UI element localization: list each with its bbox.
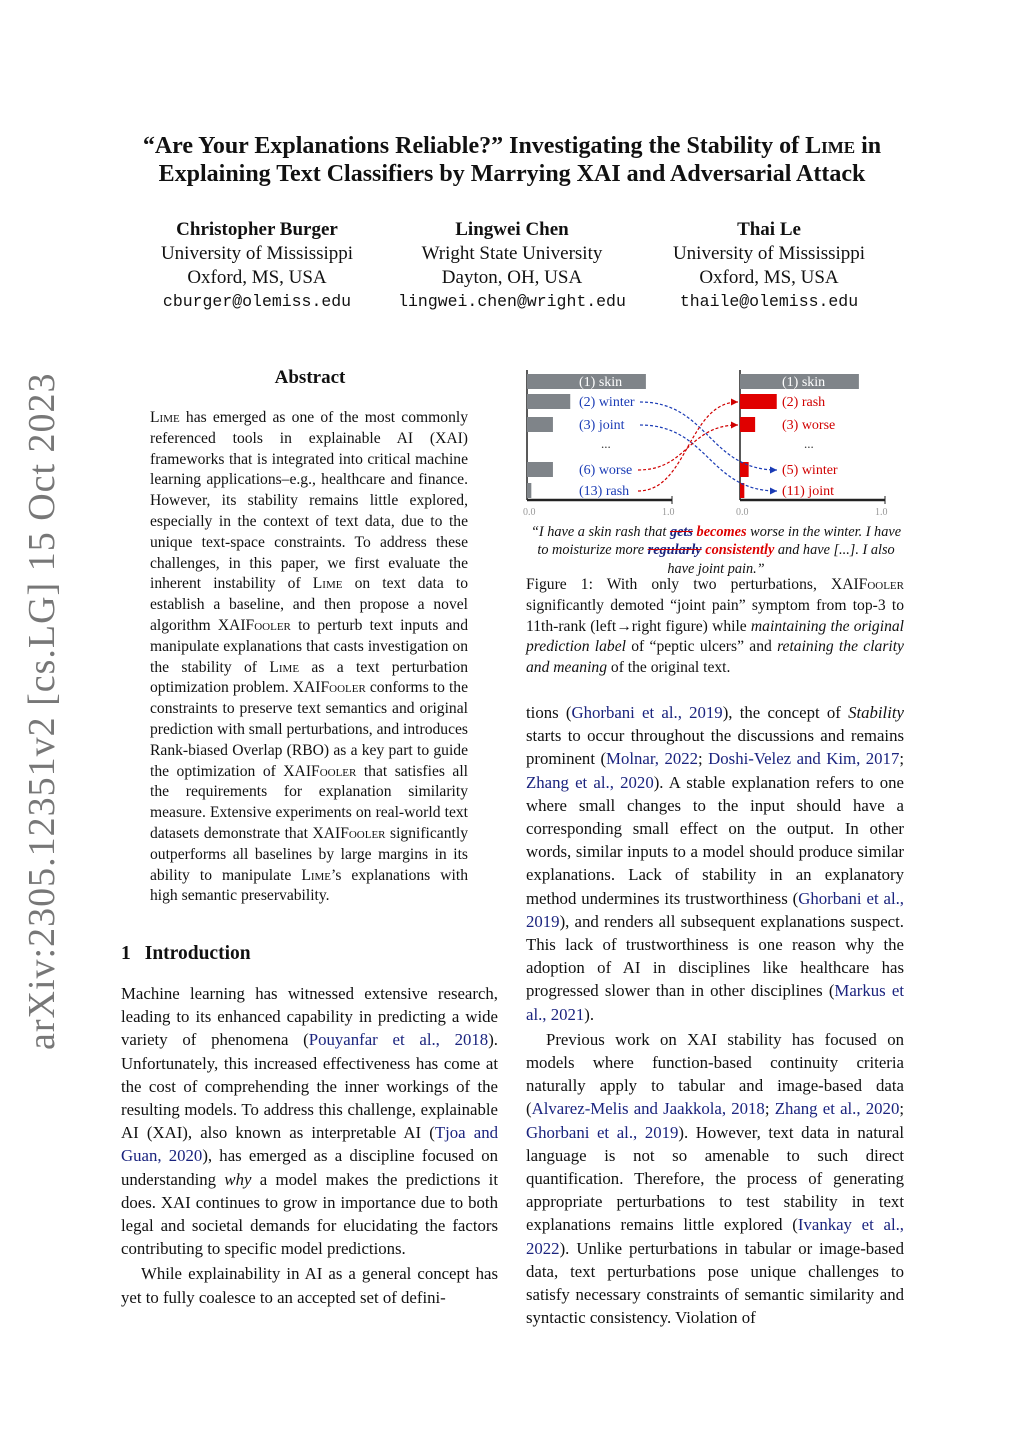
author-block [367,218,657,314]
rank-change-arrow [638,425,738,470]
bar-label: (6) worse [579,463,633,478]
citation-link[interactable]: Molnar, 2022 [606,749,699,769]
author-email[interactable]: thaile@olemiss.edu [679,292,859,311]
abstract-heading: Abstract [274,367,346,388]
bar [740,394,777,409]
author-location: Oxford, MS, USA [699,267,839,288]
bar [740,483,744,498]
author-location: Dayton, OH, USA [441,267,583,288]
author-block [132,218,382,314]
citation-link[interactable]: Tjoa and Guan, 2020 [121,1123,498,1166]
paragraph: tions (Ghorbani et al., 2019), the concept of Stability starts to occur throughout the discussions and remains prominent (Molnar, 2022; Doshi-Velez and Kim, 2017; Zhang et al., 2020). A stable explanation refers to one where small changes to the input should have a corresponding small effect on the output. In other words, similar inputs to a model should produce similar explanations. Lack of stability in an explanatory method undermines its trustworthiness (Ghorbani et al., 2019), and renders all subsequent explanations suspect. This lack of trustworthiness is one reason why the adoption of AI in disciplines like healthcare has progressed slower than in other disciplines (Markus et al., 2021). [526,703,905,1024]
bar-label: (2) rash [782,395,826,410]
author-name: Lingwei Chen [455,219,569,240]
ellipsis: ... [804,436,814,451]
axis-tick-label: 1.0 [875,507,888,518]
figure-caption: Figure 1: With only two perturbations, XAIFooler significantly demoted “joint pain” symptom from top-3 to 11th-rank (left→right figure) while maintaining the original prediction label of “peptic ulcers” and retaining the clarity and meaning of the original text. [526,576,904,677]
author-name: Thai Le [737,219,801,240]
intro-left-column [121,982,498,1309]
author-location: Oxford, MS, USA [187,267,327,288]
bar [527,462,553,477]
paper-title [60,132,964,188]
axis-tick-label: 0.0 [523,507,536,518]
author-name: Christopher Burger [176,219,338,240]
citation-link[interactable]: Ghorbani et al., 2019 [526,888,905,931]
author-affiliation: University of Mississippi [672,243,866,264]
citation-link[interactable]: Zhang et al., 2020 [774,1099,900,1119]
bar [527,417,553,432]
citation-link[interactable]: Alvarez-Melis and Jaakkola, 2018 [531,1099,765,1119]
title-line-1: “Are Your Explanations Reliable?” Investigating the Stability of Lime in [142,133,882,159]
section-heading-introduction: 1 Introduction [121,943,251,964]
author-email[interactable]: lingwei.chen@wright.edu [398,292,626,311]
bar [740,417,755,432]
author-affiliation: University of Mississippi [160,243,354,264]
bar [527,394,570,409]
author-email[interactable]: cburger@olemiss.edu [162,292,352,311]
bar-label: (3) joint [579,418,625,433]
axis-tick-label: 1.0 [662,507,675,518]
removed-word: regularly [647,542,702,559]
paragraph: Previous work on XAI stability has focused on models where function-based continuity criteria naturally apply to tabular and image-based data (Alvarez-Melis and Jaakkola, 2018; Zhang et al., 2020; Ghorbani et al., 2019). However, text data in natural language is not so amenable to such direct quantification. Therefore, the process of generating appropriate perturbations to test stability in text explanations remains little explored (Ivankay et al., 2022). Unlike perturbations in tabular or image-based data, text perturbations pose unique challenges to satisfy necessary constraints of semantic similarity and syntactic consistency. Violation of [526,1029,905,1328]
bar-label: (3) worse [782,418,836,433]
citation-link[interactable]: Ghorbani et al., 2019 [526,1122,679,1142]
axis-tick-label: 0.0 [736,507,749,518]
removed-word: gets [669,524,693,540]
bar-label: (11) joint [782,484,834,499]
citation-link[interactable]: Pouyanfar et al., 2018 [308,1030,489,1050]
figure-1-chart [522,368,906,520]
bar-label: (5) winter [782,463,838,478]
inserted-word: consistently [705,542,775,559]
arxiv-identifier: arXiv:2305.12351v2 [cs.LG] 15 Oct 2023 [21,372,63,1050]
bar-label: (13) rash [579,484,630,499]
ellipsis: ... [601,436,611,451]
inserted-word: becomes [696,524,747,540]
author-affiliation: Wright State University [421,243,603,264]
citation-link[interactable]: Ivankay et al., 2022 [526,1215,904,1258]
citation-link[interactable]: Ghorbani et al., 2019 [571,703,723,722]
bar [527,483,531,498]
title-line-2: Explaining Text Classifiers by Marrying XAI and Adversarial Attack [158,161,866,187]
bar-label: (1) skin [782,375,826,390]
citation-link[interactable]: Markus et al., 2021 [526,981,904,1024]
rank-change-arrow [638,402,738,491]
intro-right-column [526,701,904,1329]
figure-example-quote: “I have a skin rash that gets becomes worse in the winter. I have to moisturize more regularly consistently and have [...]. I also have joint pain.” [530,524,902,577]
bar-label: (2) winter [579,395,635,410]
abstract-body: Lime has emerged as one of the most commonly referenced tools in explainable AI (XAI) frameworks that is integrated into critical machine learning applications–e.g., healthcare and finance. However, its stability remains little explored, especially in the context of text data, due to the unique text-space constraints. To address these challenges, in this paper, we first evaluate the inherent instability of Lime on text data to establish a baseline, and then propose a novel algorithm XAIFooler to perturb text inputs and manipulate explanations that casts investigation on the stability of Lime as a text perturbation optimization problem. XAIFooler conforms to the constraints to preserve text semantics and original prediction with small perturbations, and introduces Rank-biased Overlap (RBO) as a key part to guide the optimization of XAIFooler that satisfies all the requirements for explanation similarity measure. Extensive experiments on real-world text datasets demonstrate that XAIFooler significantly outperforms all baselines by large margins in its ability to manipulate Lime’s explanations with high semantic preservability. [150,409,469,905]
rank-change-arrow [640,402,777,470]
author-block [644,218,894,314]
rank-change-arrow [640,425,777,491]
citation-link[interactable]: Doshi-Velez and Kim, 2017 [708,749,900,769]
paragraph: While explainability in AI as a general concept has yet to fully coalesce to an accepted set of defini- [121,1264,498,1307]
bar-label: (1) skin [579,375,623,390]
paragraph: Machine learning has witnessed extensive research, leading to its enhanced capability in predicting a wide variety of phenomena (Pouyanfar et al., 2018). Unfortunately, this increased effectiveness has come at the cost of comprehending the inner workings of the resulting models. To address this challenge, explainable AI (XAI), also known as interpretable AI (Tjoa and Guan, 2020), has emerged as a discipline focused on understanding why a model makes the predictions it does. XAI continues to grow in importance due to both legal and societal demands for elucidating the factors contributing to specific model predictions. [121,984,498,1259]
citation-link[interactable]: Zhang et al., 2020 [526,772,654,792]
